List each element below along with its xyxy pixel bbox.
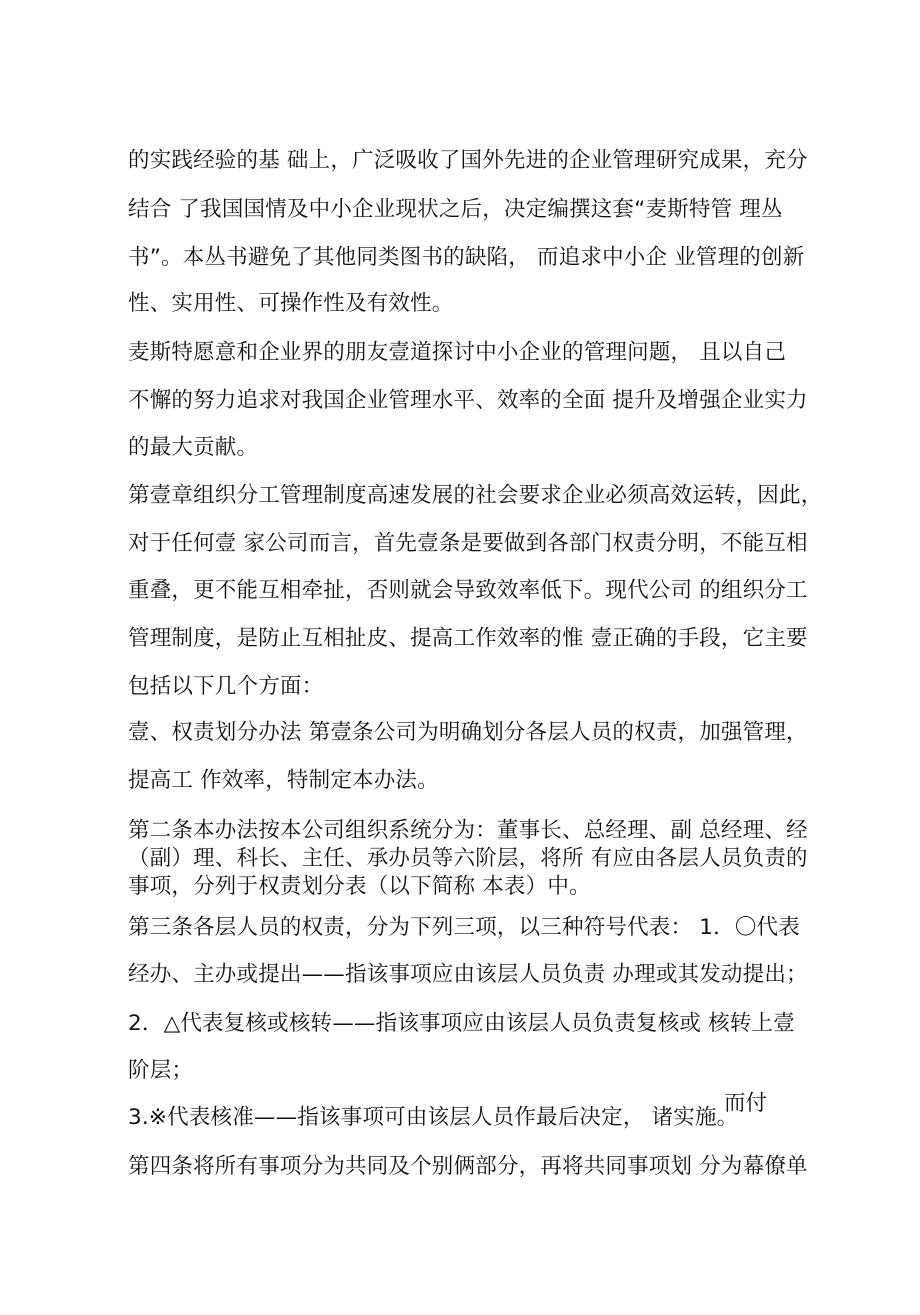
text-line: 壹、权责划分办法 第壹条公司为明确划分各层人员的权责，加强管理， bbox=[128, 720, 808, 745]
text-line: 麦斯特愿意和企业界的朋友壹道探讨中小企业的管理问题， 且以自己 bbox=[128, 340, 787, 365]
text-line: 不懈的努力追求对我国企业管理水平、效率的全面 提升及增强企业实力 bbox=[128, 388, 808, 413]
text-line: 第三条各层人员的权责，分为下列三项，以三种符号代表： 1．〇代表 bbox=[128, 915, 800, 940]
text-line: 2．△代表复核或核转——指该事项应由该层人员负责复核或 核转上壹 bbox=[128, 1011, 795, 1036]
text-line: （副）理、科长、主任、承办员等六阶层，将所 有应由各层人员负责的 bbox=[128, 846, 808, 871]
text-line: 第二条本办法按本公司组织系统分为：董事长、总经理、副 总经理、经 bbox=[128, 818, 808, 843]
text-line: 第四条将所有事项分为共同及个别俩部分，再将共同事项划 分为幕僚单 bbox=[128, 1154, 808, 1179]
text-line: 第壹章组织分工管理制度高速发展的社会要求企业必须高效运转，因此， bbox=[128, 483, 823, 508]
text-line: 的实践经验的基 础上，广泛吸收了国外先进的企业管理研究成果，充分 bbox=[128, 148, 808, 173]
text-line: 管理制度，是防止互相扯皮、提高工作效率的惟 壹正确的手段，它主要 bbox=[128, 626, 808, 651]
text-line: 重叠，更不能互相牵扯，否则就会导致效率低下。现代公司 的组织分工 bbox=[128, 578, 808, 603]
text-line: 提高工 作效率，特制定本办法。 bbox=[128, 768, 439, 793]
text-line: 包括以下几个方面： bbox=[128, 674, 324, 699]
text-line: 阶层； bbox=[128, 1058, 194, 1083]
text-line: 书”。本丛书避免了其他同类图书的缺陷， 而追求中小企 业管理的创新 bbox=[128, 245, 805, 270]
text-line: 对于任何壹 家公司而言，首先壹条是要做到各部门权责分明，不能互相 bbox=[128, 531, 808, 556]
text-line: 结合 了我国国情及中小企业现状之后，决定编撰这套“麦斯特管 理丛 bbox=[128, 197, 783, 222]
text-line: 的最大贡献。 bbox=[128, 435, 259, 460]
margin-note: 而付 bbox=[724, 1091, 768, 1116]
text-line: 经办、主办或提出——指该事项应由该层人员负责 办理或其发动提出； bbox=[128, 962, 808, 987]
text-line: 3.※代表核准——指该事项可由该层人员作最后决定， 诸实施。 bbox=[128, 1105, 739, 1130]
text-line: 事项，分列于权责划分表（以下简称 本表）中。 bbox=[128, 874, 591, 899]
text-line: 性、实用性、可操作性及有效性。 bbox=[128, 291, 454, 316]
